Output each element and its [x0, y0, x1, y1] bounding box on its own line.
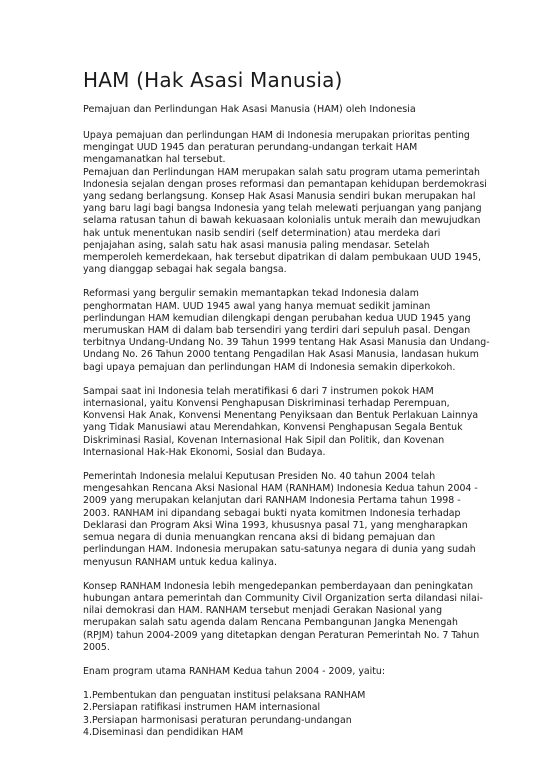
page-title: HAM (Hak Asasi Manusia): [83, 68, 343, 92]
paragraph-3: Reformasi yang bergulir semakin memantapkan tekad Indonesia dalam penghormatan HAM. UUD 1945 awal yang hanya memuat sedikit jaminan perlindungan HAM kemudian dilengkapi dengan perubahan kedua UUD 1945 yang merumuskan HAM di dalam bab tersendiri yang terdiri dari sepuluh pasal. Dengan terbitnya Undang-Undang No. 39 Tahun 1999 tentang Hak Asasi Manusia dan Undang-Undang No. 26 Tahun 2000 tentang Pengadilan Hak Asasi Manusia, landasan hukum bagi upaya pemajuan dan perlindungan HAM di Indonesia semakin diperkokoh.: [83, 288, 490, 373]
paragraph-gap: [83, 459, 490, 471]
paragraph-gap: [83, 569, 490, 581]
paragraph-7: Enam program utama RANHAM Kedua tahun 2004 - 2009, yaitu:: [83, 665, 386, 677]
paragraph-1: Upaya pemajuan dan perlindungan HAM di Indonesia merupakan prioritas penting mengingat UUD 1945 dan peraturan perundang-undangan terkait HAM mengamanatkan hal tersebut.: [83, 130, 470, 166]
list-item: 1.Pembentukan dan penguatan institusi pelaksana RANHAM: [83, 690, 366, 702]
list-item: 3.Persiapan harmonisasi peraturan perundang-undangan: [83, 714, 352, 726]
list-item: 4.Diseminasi dan pendidikan HAM: [83, 726, 244, 738]
paragraph-6: Konsep RANHAM Indonesia lebih mengedepankan pemberdayaan dan peningkatan hubungan antara pemerintah dan Community Civil Organization serta dilandasi nilai-nilai demokrasi dan HAM. RANHAM tersebut menjadi Gerakan Nasional yang merupakan salah satu agenda dalam Rencana Pembangunan Jangka Menengah (RPJM) tahun 2004-2009 yang ditetapkan dengan Peraturan Pemerintah No. 7 Tahun 2005.: [83, 580, 483, 653]
document-subtitle: Pemajuan dan Perlindungan Hak Asasi Manusia (HAM) oleh Indonesia: [83, 104, 416, 115]
program-list: [83, 690, 490, 739]
paragraph-5: Pemerintah Indonesia melalui Keputusan Presiden No. 40 tahun 2004 telah mengesahkan Rencana Aksi Nasional HAM (RANHAM) Indonesia Kedua tahun 2004 - 2009 yang merupakan kelanjutan dari RANHAM Indonesia Pertama tahun 1998 - 2003. RANHAM ini dipandang sebagai bukti nyata komitmen Indonesia terhadap Deklarasi dan Program Aksi Wina 1993, khususnya pasal 71, yang mengharapkan semua negara di dunia menuangkan rencana aksi di bidang pemajuan dan perlindungan HAM. Indonesia merupakan satu-satunya negara di dunia yang sudah menyusun RANHAM untuk kedua kalinya.: [83, 471, 478, 568]
list-item: 2.Persiapan ratifikasi instrumen HAM internasional: [83, 702, 321, 714]
paragraph-gap: [83, 654, 490, 666]
paragraph-2: Pemajuan dan Perlindungan HAM merupakan salah satu program utama pemerintah Indonesia sejalan dengan proses reformasi dan pemantapan kehidupan berdemokrasi yang sedang berlangsung. Konsep Hak Asasi Manusia sendiri bukan merupakan hal yang baru lagi bagi bangsa Indonesia yang telah melewati perjuangan yang panjang selama ratusan tahun di bawah kekuasaan kolonialis untuk meraih dan mewujudkan hak untuk menentukan nasib sendiri (self determination) atau merdeka dari penjajahan asing, salah satu hak asasi manusia paling mendasar. Setelah memperoleh kemerdekaan, hak tersebut dipatrikan di dalam pembukaan UUD 1945, yang dianggap sebagai hak segala bangsa.: [83, 166, 487, 276]
paragraph-gap: [83, 374, 490, 386]
paragraph-gap: [83, 276, 490, 288]
paragraph-4: Sampai saat ini Indonesia telah meratifikasi 6 dari 7 instrumen pokok HAM internasional, yaitu Konvensi Penghapusan Diskriminasi terhadap Perempuan, Konvensi Hak Anak, Konvensi Menentang Penyiksaan dan Bentuk Perlakuan Lainnya yang Tidak Manusiawi atau Merendahkan, Konvensi Penghapusan Segala Bentuk Diskriminasi Rasial, Kovenan Internasional Hak Sipil dan Politik, dan Kovenan Internasional Hak-Hak Ekonomi, Sosial dan Budaya.: [83, 385, 479, 458]
paragraph-gap: [83, 678, 490, 690]
